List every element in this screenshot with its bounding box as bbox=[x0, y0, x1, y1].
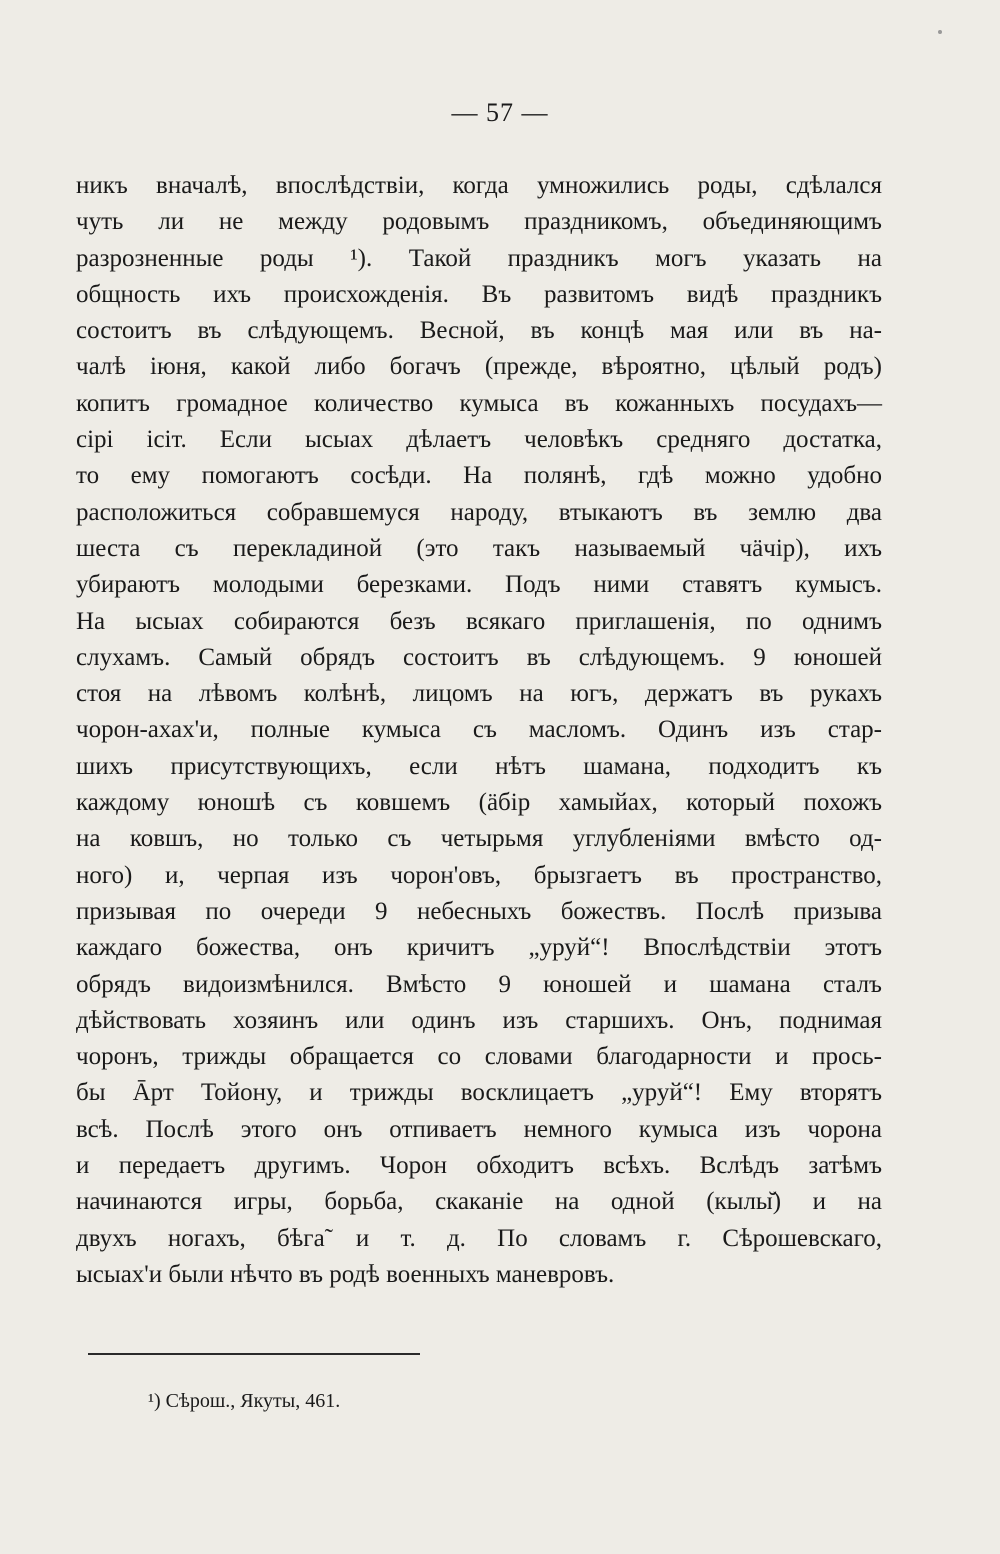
text-line: обрядъ видоизмѣнился. Вмѣсто 9 юношей и шамана сталъ bbox=[76, 970, 882, 998]
text-line: шеста съ перекладиной (это такъ называемый чäчір), ихъ bbox=[76, 534, 882, 562]
text-line: чоронъ, трижды обращается со словами благодарности и прось- bbox=[76, 1043, 882, 1071]
footnote-divider bbox=[88, 1353, 420, 1355]
text-line: общность ихъ происхожденія. Въ развитомъ видѣ праздникъ bbox=[76, 280, 882, 308]
text-line: никъ вначалѣ, впослѣдствіи, когда умножились роды, сдѣлался bbox=[76, 172, 882, 199]
body-text bbox=[76, 168, 882, 1293]
text-line: двухъ ногахъ, бѣга̃ и т. д. По словамъ г. Сѣрошевскаго, bbox=[76, 1224, 882, 1252]
text-line: чорон-ахах'и, полные кумыса съ масломъ. Одинъ изъ стар- bbox=[76, 716, 882, 744]
text-line: разрозненные роды ¹). Такой праздникъ могъ указать на bbox=[76, 244, 882, 272]
text-line: ного) и, черпая изъ чорон'овъ, брызгаетъ въ пространство, bbox=[76, 861, 882, 889]
text-line: стоя на лѣвомъ колѣнѣ, лицомъ на югъ, держатъ въ рукахъ bbox=[76, 680, 882, 708]
text-line: начинаются игры, борьба, скаканіе на одной (кылы̆) и на bbox=[76, 1188, 882, 1216]
text-line: расположиться собравшемуся народу, втыкаютъ въ землю два bbox=[76, 498, 882, 526]
text-line: копитъ громадное количество кумыса въ кожанныхъ посудахъ— bbox=[76, 389, 882, 417]
text-line: слухамъ. Самый обрядъ состоитъ въ слѣдующемъ. 9 юношей bbox=[76, 643, 882, 671]
text-line: дѣйствовать хозяинъ или одинъ изъ старшихъ. Онъ, поднимая bbox=[76, 1006, 882, 1034]
text-line-last: ысыах'и были нѣчто въ родѣ военныхъ маневровъ. bbox=[76, 1260, 615, 1288]
text-line: бы Āрт Тойону, и трижды восклицаетъ „уруй“! Ему вторятъ bbox=[76, 1079, 882, 1107]
text-line: каждому юношѣ съ ковшемъ (äбір хамыйах, который похожъ bbox=[76, 789, 882, 817]
text-line: убираютъ молодыми березками. Подъ ними ставятъ кумысъ. bbox=[76, 571, 882, 599]
text-line: то ему помогаютъ сосѣди. На полянѣ, гдѣ можно удобно bbox=[76, 462, 882, 490]
text-line: На ысыах собираются безъ всякаго приглашенія, по однимъ bbox=[76, 607, 882, 635]
text-line: чуть ли не между родовымъ праздникомъ, объединяющимъ bbox=[76, 208, 882, 236]
footnote: ¹) Сѣрош., Якуты, 461. bbox=[148, 1390, 341, 1412]
text-line: всѣ. Послѣ этого онъ отпиваетъ немного кумыса изъ чорона bbox=[76, 1115, 882, 1143]
text-line: шихъ присутствующихъ, если нѣтъ шамана, подходитъ къ bbox=[76, 752, 882, 780]
paper-speck bbox=[938, 30, 942, 34]
text-line: призывая по очереди 9 небесныхъ божествъ. Послѣ призыва bbox=[76, 897, 882, 925]
text-line: сірі ісіт. Если ысыах дѣлаетъ человѣкъ средняго достатка, bbox=[76, 426, 882, 454]
text-line: и передаетъ другимъ. Чорон обходитъ всѣхъ. Вслѣдъ затѣмъ bbox=[76, 1152, 882, 1180]
text-line: чалѣ іюня, какой либо богачъ (прежде, вѣроятно, цѣлый родъ) bbox=[76, 353, 882, 381]
text-line: состоитъ въ слѣдующемъ. Весной, въ концѣ мая или въ на- bbox=[76, 317, 882, 345]
text-line: каждаго божества, онъ кричитъ „уруй“! Впослѣдствіи этотъ bbox=[76, 934, 882, 962]
text-line: на ковшъ, но только съ четырьмя углубленіями вмѣсто од- bbox=[76, 825, 882, 853]
page-number: — 57 — bbox=[451, 98, 549, 127]
